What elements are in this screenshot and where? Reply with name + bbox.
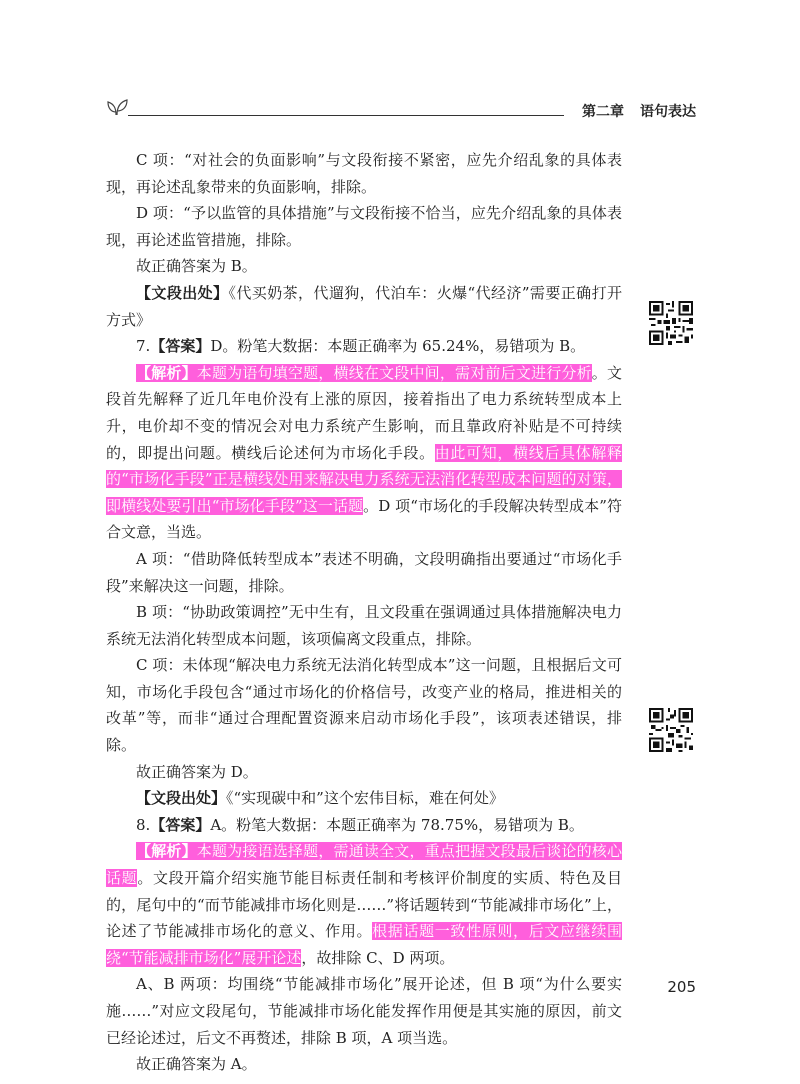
header-rule — [128, 115, 564, 116]
paragraph: C 项：“对社会的负面影响”与文段衔接不紧密，应先介绍乱象的具体表现，再论述乱象带来的负面影响，排除。 — [106, 151, 622, 196]
analysis-text: 。文段开篇介绍实施节能目标责任制和考核评价制度的实质、特色及目的，尾句中的“而节能减排市场化则是……”将话题转到“节能减排市场化”上，论述了节能减排市场化的意义、作用。 — [106, 869, 622, 941]
answer-text: D。粉笔大数据：本题正确率为 65.24%，易错项为 B。 — [210, 337, 586, 356]
source-label: 【文段出处】 — [136, 283, 229, 302]
paragraph: B 项：“协助政策调控”无中生有，且文段重在强调通过具体措施解决电力系统无法消化转型成本问题，该项偏离文段重点，排除。 — [106, 603, 622, 648]
chapter-number: 第二章 — [582, 104, 624, 120]
page-header — [104, 94, 696, 124]
qr-code-icon[interactable] — [649, 301, 693, 345]
paragraph: 故正确答案为 B。 — [136, 257, 257, 276]
chapter-name: 语句表达 — [640, 104, 696, 120]
paragraph: A 项：“借助降低转型成本”表述不明确，文段明确指出要通过“市场化手段”来解决这一问题，排除。 — [106, 549, 622, 595]
source-line — [106, 785, 622, 812]
source-text: 《代买奶茶，代遛狗，代泊车：火爆“代经济”需要正确打开方式》 — [106, 283, 622, 329]
analysis-label: 【解析】 — [136, 842, 197, 861]
answer-label: 【答案】 — [150, 337, 211, 356]
question-number: 7. — [136, 337, 151, 356]
paragraph: C 项：未体现“解决电力系统无法消化转型成本”这一问题，且根据后文可知，市场化手段包含“通过市场化的价格信号，改变产业的格局，推进相关的改革”等，而非“通过合理配置资源来启动市场化手段”，该项表述错误，排除。 — [106, 656, 622, 755]
analysis-q7 — [106, 360, 622, 546]
answer-label: 【答案】 — [150, 815, 211, 834]
highlight-text: 由此可知，横线后具体解释的“市场化手段”正是横线处用来解决电力系统无法消化转型成本问题的对策，即横线处要引出“市场化手段”这一话题 — [106, 443, 622, 515]
answer-line-q7 — [106, 333, 622, 360]
analysis-q8 — [106, 838, 622, 971]
source-text: 《“实现碳中和”这个宏伟目标，难在何处》 — [226, 789, 504, 808]
highlight-text: 本题为接语选择题，需通读全文，重点把握文段最后谈论的核心话题 — [106, 842, 622, 888]
page-number: 205 — [667, 978, 696, 996]
source-label: 【文段出处】 — [136, 789, 227, 808]
paragraph: D 项：“予以监管的具体措施”与文段衔接不恰当，应先介绍乱象的具体表现，再论述监管措施，排除。 — [106, 204, 622, 249]
paragraph: A、B 两项：均围绕“节能减排市场化”展开论述，但 B 项“为什么要实施……”对应文段尾句，节能减排市场化能发挥作用便是其实施的原因，前文已经论述过，后文不再赘述，排除 B 项，A 项当选。 — [106, 975, 622, 1047]
highlight-text: 本题为语句填空题，横线在文段中间，需对前后文进行分析 — [196, 363, 592, 382]
highlight-text: 根据话题一致性原则，后文应继续围绕“节能减排市场化”展开论述 — [106, 922, 622, 967]
analysis-text: ，故排除 C、D 两项。 — [301, 948, 455, 967]
chapter-title — [582, 101, 696, 121]
answer-text: A。粉笔大数据：本题正确率为 78.75%，易错项为 B。 — [210, 815, 584, 834]
answer-line-q8 — [106, 812, 622, 839]
analysis-text: 。D 项“市场化的手段解决转型成本”符合文意，当选。 — [106, 496, 622, 542]
analysis-label: 【解析】 — [136, 363, 197, 382]
source-line — [106, 280, 622, 333]
paragraph: 故正确答案为 A。 — [136, 1055, 257, 1074]
question-number: 8. — [136, 815, 151, 834]
qr-code-icon[interactable] — [649, 708, 693, 752]
leaf-sprout-icon — [104, 96, 130, 116]
analysis-text: 。文段首先解释了近几年电价没有上涨的原因，接着指出了电力系统转型成本上升，电价却不变的情况会对电力系统产生影响，而且靠政府补贴是不可持续的，即提出问题。横线后论述何为市场化手段。 — [106, 363, 622, 462]
answer-content — [106, 147, 622, 1078]
paragraph: 故正确答案为 D。 — [136, 762, 258, 781]
